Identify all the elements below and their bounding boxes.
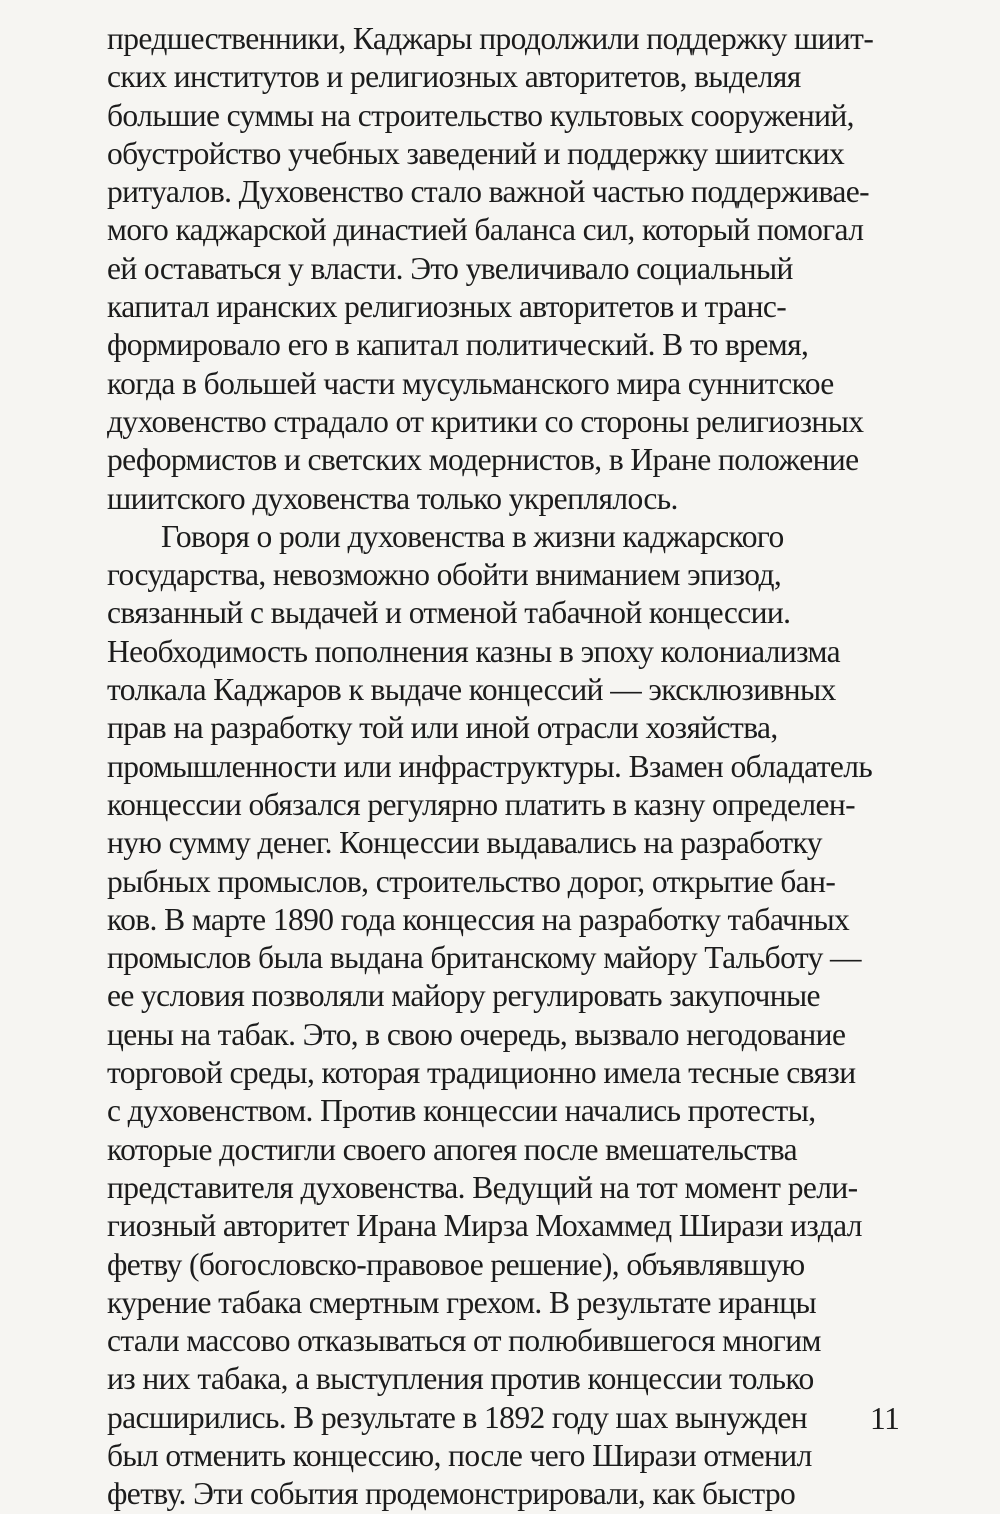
text-line: рыбных промыслов, строительство дорог, открытие бан- (107, 863, 836, 899)
text-line: промыслов была выдана британскому майору Тальботу — (107, 940, 861, 976)
text-line: из них табака, а выступления против концессии только (107, 1361, 814, 1397)
text-line: большие суммы на строительство культовых сооружений, (107, 97, 854, 133)
text-line: цены на табак. Это, в свою очередь, вызвало негодование (107, 1016, 846, 1052)
text-line: Необходимость пополнения казны в эпоху колониализма (107, 633, 841, 669)
text-line: стали массово отказываться от полюбившегося многим (107, 1323, 821, 1359)
text-line: фетву (богословско-правовое решение), объявлявшую (107, 1246, 805, 1282)
text-line: ей оставаться у власти. Это увеличивало социальный (107, 250, 793, 286)
body-text (107, 20, 907, 1514)
text-line: концессии обязался регулярно платить в казну определен- (107, 786, 856, 822)
text-line: шиитского духовенства только укреплялось. (107, 480, 678, 516)
text-line: представителя духовенства. Ведущий на тот момент рели- (107, 1169, 858, 1205)
text-line: ков. В марте 1890 года концессия на разработку табачных (107, 901, 850, 937)
text-line: с духовенством. Против концессии начались протесты, (107, 1093, 816, 1129)
text-line: ских институтов и религиозных авторитетов, выделяя (107, 59, 801, 95)
text-line: реформистов и светских модернистов, в Иране положение (107, 442, 859, 478)
text-line: торговой среды, которая традиционно имела тесные связи (107, 1055, 856, 1091)
text-line: толкала Каджаров к выдаче концессий — эксклюзивных (107, 672, 836, 708)
text-line: предшественники, Каджары продолжили поддержку шиит- (107, 21, 874, 56)
text-line: формировало его в капитал политический. В то время, (107, 327, 809, 363)
text-line: которые достигли своего апогея после вмешательства (107, 1131, 798, 1167)
text-line: ритуалов. Духовенство стало важной частью поддерживае- (107, 174, 869, 210)
text-line: обустройство учебных заведений и поддержку шиитских (107, 135, 845, 171)
page-number: 11 (870, 1401, 900, 1436)
text-line: промышленности или инфраструктуры. Взамен обладатель (107, 748, 873, 784)
text-line: ее условия позволяли майору регулировать закупочные (107, 978, 820, 1014)
text-line: прав на разработку той или иной отрасли хозяйства, (107, 710, 778, 746)
text-line: курение табака смертным грехом. В результате иранцы (107, 1284, 817, 1320)
text-line: капитал иранских религиозных авторитетов и транс- (107, 289, 787, 325)
text-line: государства, невозможно обойти вниманием эпизод, (107, 557, 782, 593)
paragraph-first-line: Говоря о роли духовенства в жизни каджарского (161, 518, 784, 554)
text-line: когда в большей части мусульманского мира суннитское (107, 365, 834, 401)
text-line: мого каджарской династией баланса сил, который помогал (107, 212, 864, 248)
text-line: расширились. В результате в 1892 году шах вынужден (107, 1399, 808, 1435)
text-line: связанный с выдачей и отменой табачной концессии. (107, 595, 791, 631)
text-line: гиозный авторитет Ирана Мирза Мохаммед Ширази издал (107, 1208, 862, 1244)
text-line: был отменить концессию, после чего Ширази отменил (107, 1437, 812, 1473)
text-line: ную сумму денег. Концессии выдавались на разработку (107, 825, 822, 861)
text-line: духовенство страдало от критики со стороны религиозных (107, 403, 864, 439)
text-line: фетву. Эти события продемонстрировали, как быстро (107, 1476, 796, 1512)
